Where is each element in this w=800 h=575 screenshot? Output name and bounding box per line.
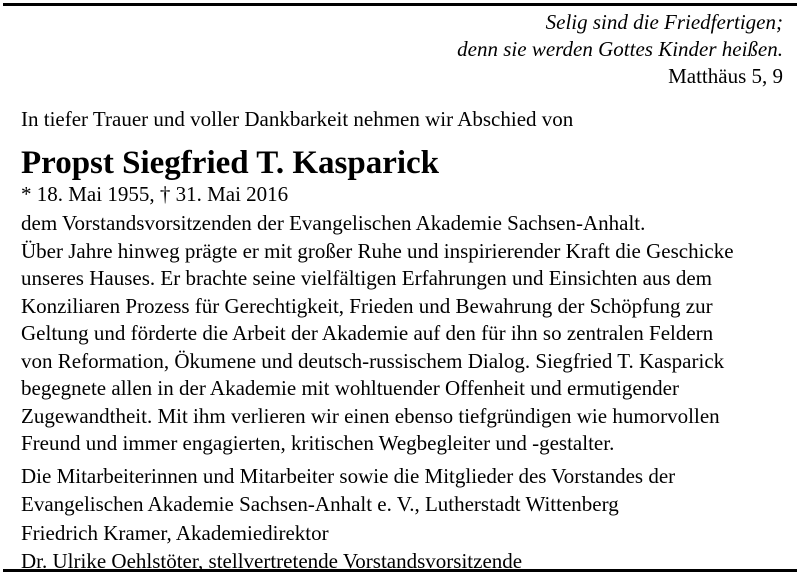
tribute-line: Geltung und förderte die Arbeit der Akademie auf den für ihn so zentralen Feldern: [21, 321, 714, 345]
tribute-line: von Reformation, Ökumene und deutsch-russischem Dialog. Siegfried T. Kasparick: [21, 348, 725, 373]
verse-reference: Matthäus 5, 9: [668, 64, 783, 88]
bible-verse: [457, 9, 783, 90]
verse-line-2: denn sie werden Gottes Kinder heißen.: [457, 37, 783, 61]
tribute-line: unseres Hauses. Er brachte seine vielfältigen Erfahrungen und Einsichten aus dem: [21, 266, 713, 290]
mourners-line: Die Mitarbeiterinnen und Mitarbeiter sowie die Mitglieder des Vorstandes der: [21, 464, 676, 488]
mourners-line: Evangelischen Akademie Sachsen-Anhalt e. V., Lutherstadt Wittenberg: [21, 491, 619, 516]
tribute-line: Zugewandtheit. Mit ihm verlieren wir einen ebenso tiefgründigen wie humorvollen: [21, 403, 720, 428]
verse-line-1: Selig sind die Friedfertigen;: [545, 10, 783, 34]
signatory-line: Dr. Ulrike Oehlstöter, stellvertretende Vorstandsvorsitzende: [21, 548, 523, 573]
signatory-line: Friedrich Kramer, Akademiedirektor: [21, 521, 329, 545]
tribute-text: [21, 210, 796, 458]
tribute-line: begegnete allen in der Akademie mit wohltuender Offenheit und ermutigender: [21, 376, 679, 400]
tribute-line: Freund und immer engagierten, kritischen Wegbegleiter und -gestalter.: [21, 431, 615, 455]
deceased-name: Propst Siegfried T. Kasparick: [21, 145, 440, 181]
obituary-frame: [3, 3, 797, 572]
tribute-line: dem Vorstandsvorsitzenden der Evangelischen Akademie Sachsen-Anhalt.: [21, 211, 646, 235]
tribute-line: Konziliaren Prozess für Gerechtigkeit, Frieden und Bewahrung der Schöpfung zur: [21, 293, 713, 318]
intro-text: In tiefer Trauer und voller Dankbarkeit nehmen wir Abschied von: [21, 107, 574, 131]
tribute-line: Über Jahre hinweg prägte er mit großer Ruhe und inspirierender Kraft die Geschicke: [21, 238, 734, 263]
mourners-text: [21, 463, 675, 518]
signatories: [21, 520, 522, 575]
life-dates: * 18. Mai 1955, † 31. Mai 2016: [21, 182, 289, 206]
